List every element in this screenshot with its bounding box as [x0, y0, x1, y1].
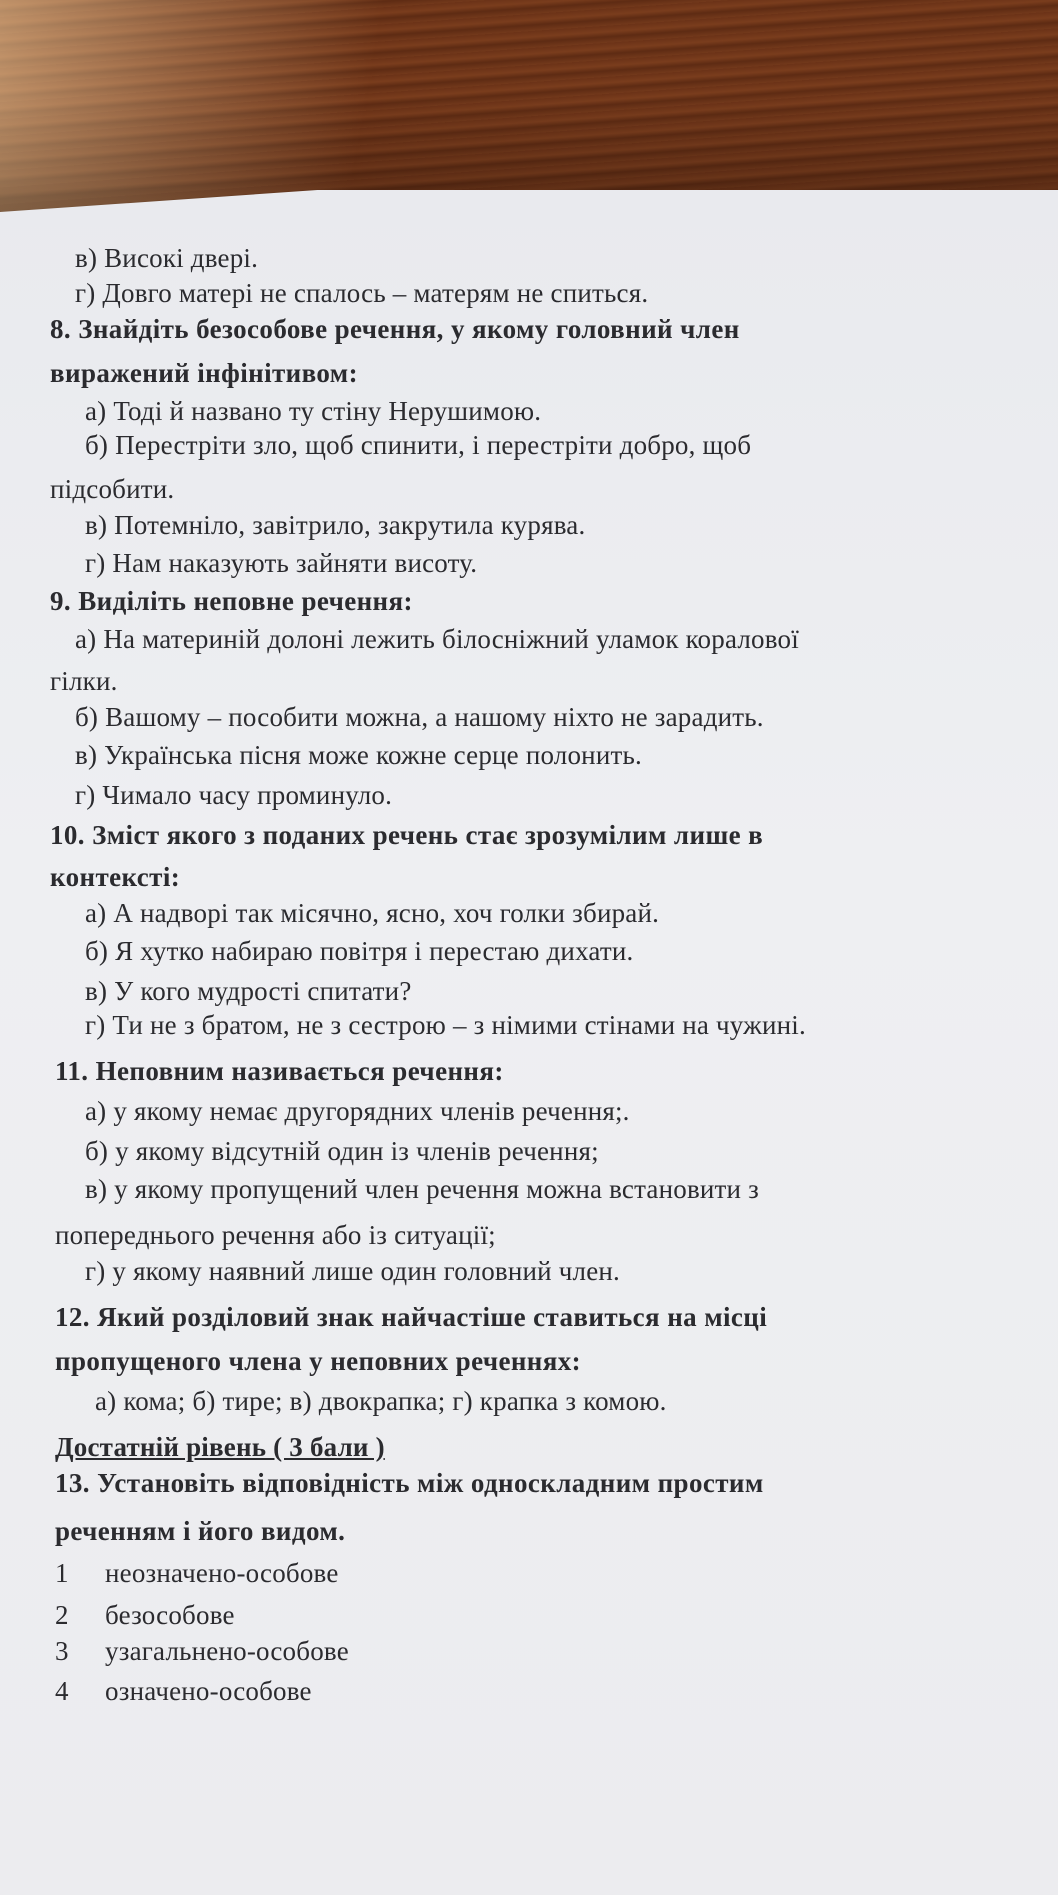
option-line: г) Нам наказують зайняти висоту.	[85, 548, 478, 578]
list-item-label: неозначено-особове	[105, 1558, 339, 1588]
list-item-label: безособове	[105, 1600, 235, 1630]
list-item-label: означено-особове	[105, 1676, 312, 1706]
option-line: а) А надворі так місячно, ясно, хоч голки збирай.	[85, 898, 660, 928]
list-item	[55, 1556, 339, 1590]
question-9-title: 9. Виділіть неповне речення:	[50, 586, 413, 616]
option-line: в) Українська пісня може кожне серце полонить.	[75, 740, 642, 770]
option-line-cont: гілки.	[50, 666, 118, 696]
list-item-number: 2	[55, 1600, 69, 1630]
option-line: а) Тоді й названо ту стіну Нерушимою.	[85, 396, 542, 426]
option-line-cont: попереднього речення або із ситуації;	[55, 1220, 496, 1250]
question-13-title-cont: реченням і його видом.	[55, 1516, 346, 1546]
question-10-title-cont: контексті:	[50, 862, 181, 892]
option-line: б) Я хутко набираю повітря і перестаю дихати.	[85, 936, 634, 966]
question-11-title: 11. Неповним називається речення:	[55, 1056, 504, 1086]
option-line: а) кома; б) тире; в) двокрапка; г) крапка з комою.	[95, 1386, 667, 1416]
question-8-title: 8. Знайдіть безособове речення, у якому головний член	[50, 314, 740, 344]
question-10-title: 10. Зміст якого з поданих речень стає зрозумілим лише в	[50, 820, 764, 850]
option-line: г) Ти не з братом, не з сестрою – з німими стінами на чужині.	[85, 1010, 806, 1040]
level-heading: Достатній рівень ( 3 бали )	[55, 1432, 385, 1462]
list-item	[55, 1598, 235, 1632]
list-item-number: 4	[55, 1676, 69, 1706]
option-line: г) Довго матері не спалось – матерям не спиться.	[75, 278, 649, 308]
option-line: б) Перестріти зло, щоб спинити, і перестріти добро, щоб	[85, 430, 752, 460]
option-line: в) У кого мудрості спитати?	[85, 976, 412, 1006]
option-line: в) у якому пропущений член речення можна встановити з	[85, 1174, 760, 1204]
option-line: а) у якому немає другорядних членів речення;.	[85, 1096, 630, 1126]
option-line-cont: підсобити.	[50, 474, 175, 504]
question-12-title-cont: пропущеного члена у неповних реченнях:	[55, 1346, 582, 1376]
option-line: в) Потемніло, завітрило, закрутила курява.	[85, 510, 586, 540]
list-item-number: 3	[55, 1636, 69, 1666]
list-item-number: 1	[55, 1558, 69, 1588]
list-item	[55, 1674, 312, 1708]
question-13-title: 13. Установіть відповідність між односкладним простим	[55, 1468, 764, 1498]
option-line: г) у якому наявний лише один головний член.	[85, 1256, 621, 1286]
list-item	[55, 1634, 349, 1668]
question-12-title: 12. Який розділовий знак найчастіше ставиться на місці	[55, 1302, 768, 1332]
question-8-title-cont: виражений інфінітивом:	[50, 358, 358, 388]
option-line: в) Високі двері.	[75, 243, 259, 273]
option-line: г) Чимало часу проминуло.	[75, 780, 393, 810]
option-line: а) На материній долоні лежить білосніжний уламок коралової	[75, 624, 799, 654]
option-line: б) у якому відсутній один із членів речення;	[85, 1136, 599, 1166]
list-item-label: узагальнено-особове	[105, 1636, 349, 1666]
option-line: б) Вашому – пособити можна, а нашому ніхто не зарадить.	[75, 702, 764, 732]
